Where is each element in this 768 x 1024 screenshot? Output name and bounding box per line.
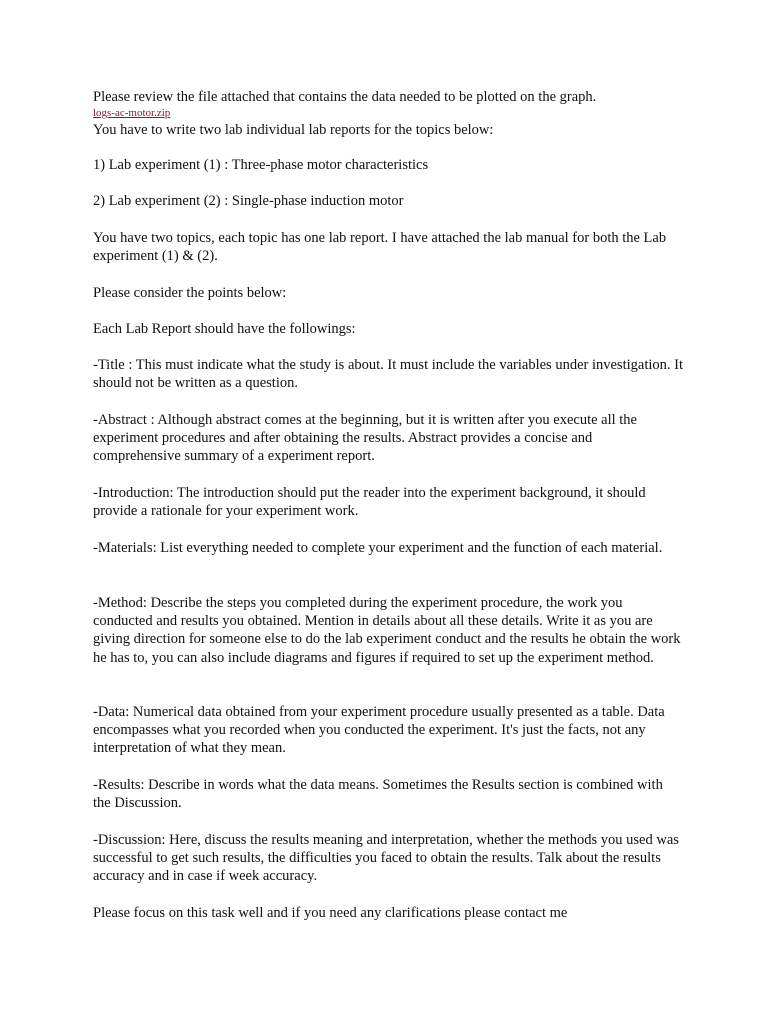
title-section: -Title : This must indicate what the study is about. It must include the variables under investigation. It should not be written as a question. xyxy=(93,357,683,392)
task-paragraph: You have to write two lab individual lab reports for the topics below: xyxy=(93,122,494,138)
abstract-section: -Abstract : Although abstract comes at the beginning, but it is written after you execute all the experiment procedures and after obtaining the results. Abstract provides a concise and comprehensive summary of a experiment report. xyxy=(93,412,637,465)
results-section: -Results: Describe in words what the data means. Sometimes the Results section is combined with the Discussion. xyxy=(93,777,663,812)
topic-2: 2) Lab experiment (2) : Single-phase induction motor xyxy=(93,193,404,209)
method-section: -Method: Describe the steps you completed during the experiment procedure, the work you conducted and results you obtained. Mention in details about all these details. Write it as you are giving direction for someone else to do the lab experiment conduct and the results he obtain the work he has to, you can also include diagrams and figures if required to set up the experiment method. xyxy=(93,595,681,666)
attachment-link[interactable]: logs-ac-motor.zip xyxy=(93,107,171,119)
intro-paragraph: Please review the file attached that contains the data needed to be plotted on the graph. xyxy=(93,89,597,105)
closing-paragraph: Please focus on this task well and if you need any clarifications please contact me xyxy=(93,905,568,921)
each-report-paragraph: Each Lab Report should have the followings: xyxy=(93,321,356,337)
introduction-section: -Introduction: The introduction should put the reader into the experiment background, it should provide a rationale for your experiment work. xyxy=(93,485,646,520)
materials-section: -Materials: List everything needed to complete your experiment and the function of each material. xyxy=(93,540,663,556)
topics-note-paragraph: You have two topics, each topic has one lab report. I have attached the lab manual for both the Lab experiment (1) & (2). xyxy=(93,230,667,265)
data-section: -Data: Numerical data obtained from your experiment procedure usually presented as a table. Data encompasses what you recorded when you conducted the experiment. It's just the facts, not any interpretation of what they mean. xyxy=(93,704,665,757)
consider-paragraph: Please consider the points below: xyxy=(93,285,287,301)
topic-1: 1) Lab experiment (1) : Three-phase motor characteristics xyxy=(93,157,429,173)
discussion-section: -Discussion: Here, discuss the results meaning and interpretation, whether the methods you used was successful to get such results, the difficulties you faced to obtain the results. Talk about the results accuracy and in case if week accuracy. xyxy=(93,832,679,885)
